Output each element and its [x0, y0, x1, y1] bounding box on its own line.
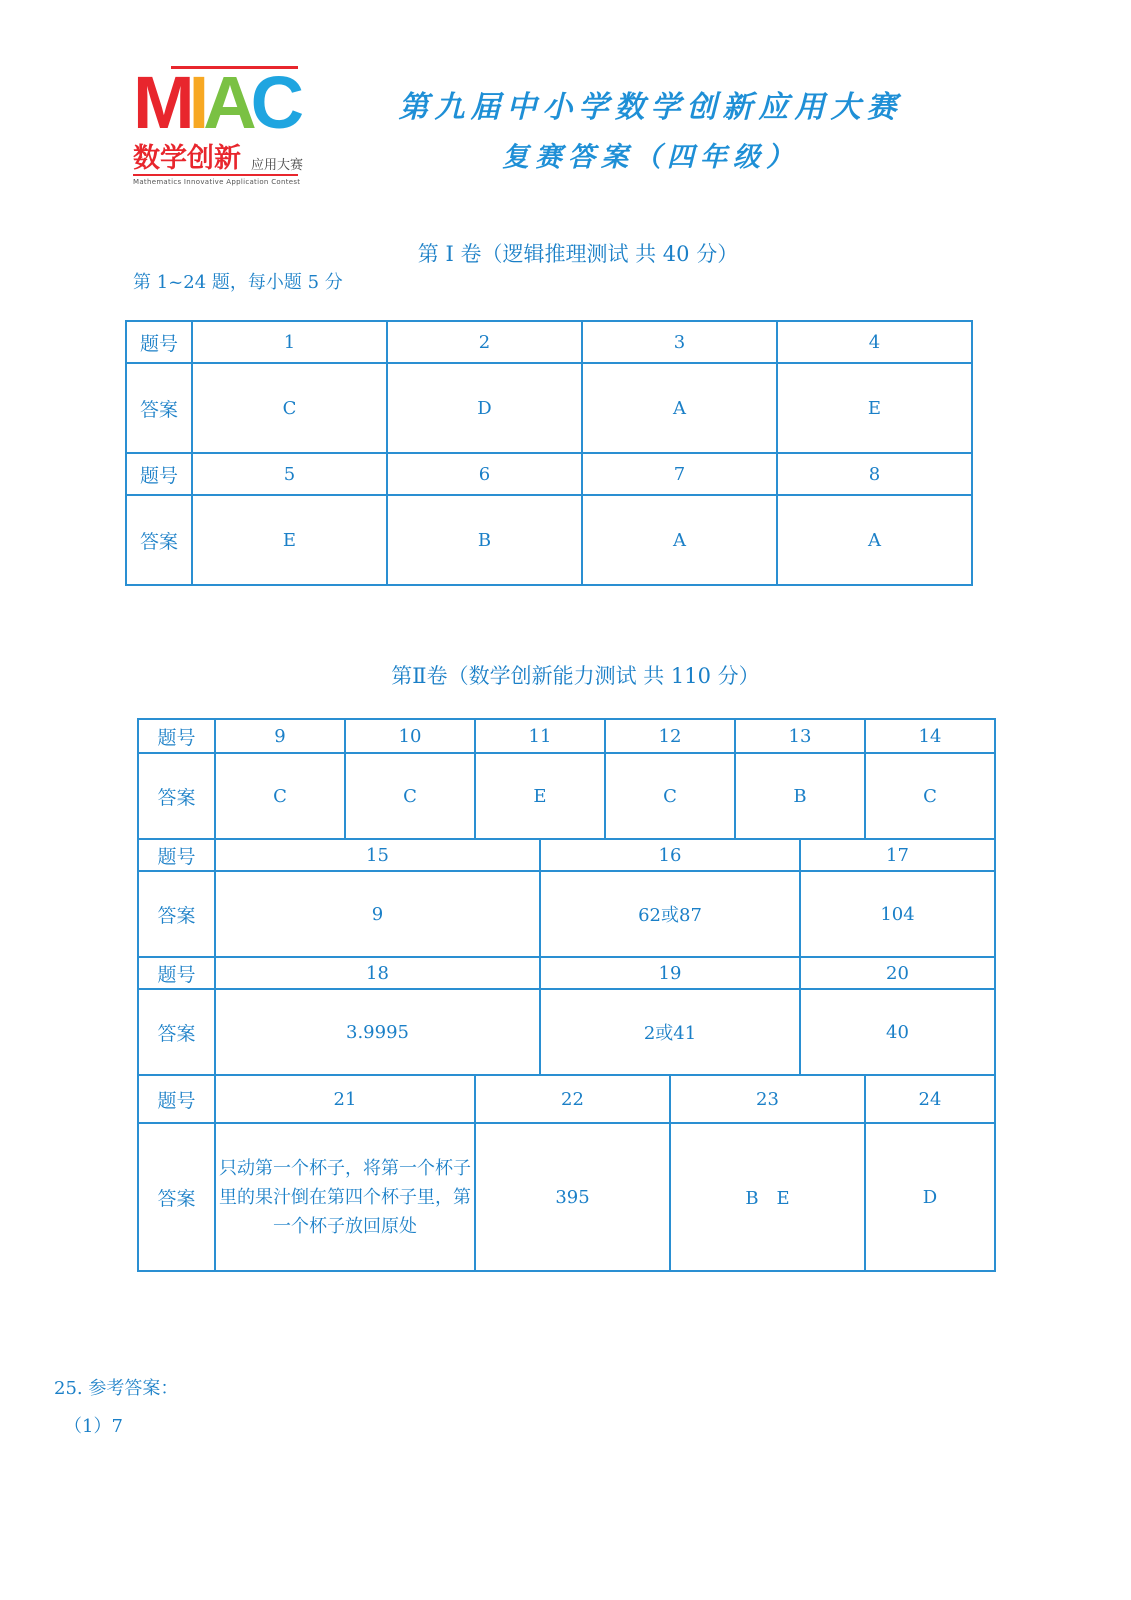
answer-cell: D [865, 1123, 995, 1271]
table-row [126, 453, 972, 495]
question-number: 6 [387, 453, 582, 495]
logo-divider [133, 174, 298, 176]
section1-answer-table [125, 320, 973, 586]
answer-cell: C [605, 753, 735, 839]
question-number: 11 [475, 719, 605, 753]
table-row [126, 363, 972, 453]
table-row [138, 871, 995, 957]
section2-answer-table [137, 718, 996, 1272]
row-label: 题号 [138, 1075, 215, 1123]
answer-cell: B E [670, 1123, 865, 1271]
answer-cell: E [777, 363, 972, 453]
question-number: 2 [387, 321, 582, 363]
question-number: 10 [345, 719, 475, 753]
question-number: 5 [192, 453, 387, 495]
answer-cell: E [192, 495, 387, 585]
answer-cell: 3.9995 [215, 989, 540, 1075]
page-title: 第九届中小学数学创新应用大赛 [398, 90, 903, 125]
answer-cell: C [192, 363, 387, 453]
table-row [138, 753, 995, 839]
logo-letter-a: A [203, 61, 251, 144]
row-label: 答案 [138, 989, 215, 1075]
logo-letter-i: I [188, 61, 204, 144]
logo-cn-sub: 应用大赛 [251, 158, 304, 173]
question-number: 21 [215, 1075, 475, 1123]
question-number: 23 [670, 1075, 865, 1123]
section1-note: 第 1~24 题，每小题 5 分 [133, 272, 343, 293]
question-number: 22 [475, 1075, 670, 1123]
table-row [138, 1123, 995, 1271]
question-25-heading: 25. 参考答案： [54, 1378, 179, 1399]
answer-cell: B [387, 495, 582, 585]
table-row [138, 839, 995, 871]
logo-en-text: Mathematics Innovative Application Contest [133, 178, 301, 186]
question-number: 12 [605, 719, 735, 753]
section1-heading: 第 I 卷（逻辑推理测试 共 40 分） [417, 242, 739, 266]
logo-letter-m: M [133, 61, 189, 144]
answer-cell: 104 [800, 871, 995, 957]
answer-cell: 9 [215, 871, 540, 957]
question-number: 7 [582, 453, 777, 495]
answer-cell: 2或41 [540, 989, 800, 1075]
table-row [126, 495, 972, 585]
answer-cell: C [865, 753, 995, 839]
logo-cn-text: 数学创新 [133, 143, 241, 174]
question-number: 20 [800, 957, 995, 989]
answer-cell: E [475, 753, 605, 839]
answer-cell: A [582, 363, 777, 453]
row-label: 答案 [138, 871, 215, 957]
answer-cell: C [215, 753, 345, 839]
question-number: 16 [540, 839, 800, 871]
row-label: 题号 [138, 719, 215, 753]
row-label: 答案 [126, 363, 192, 453]
answer-cell: A [777, 495, 972, 585]
row-label: 题号 [126, 453, 192, 495]
table-row [126, 321, 972, 363]
question-number: 1 [192, 321, 387, 363]
question-number: 9 [215, 719, 345, 753]
answer-cell: B [735, 753, 865, 839]
question-number: 19 [540, 957, 800, 989]
row-label: 答案 [138, 753, 215, 839]
question-25-part1: （1）7 [64, 1416, 123, 1437]
table-row [138, 719, 995, 753]
question-number: 15 [215, 839, 540, 871]
table-row [138, 1075, 995, 1123]
answer-cell: 395 [475, 1123, 670, 1271]
row-label: 题号 [138, 957, 215, 989]
row-label: 答案 [138, 1123, 215, 1271]
answer-cell: 62或87 [540, 871, 800, 957]
page-subtitle: 复赛答案（四年级） [502, 142, 799, 173]
question-number: 14 [865, 719, 995, 753]
row-label: 题号 [138, 839, 215, 871]
question-number: 8 [777, 453, 972, 495]
question-number: 3 [582, 321, 777, 363]
question-number: 24 [865, 1075, 995, 1123]
answer-cell: D [387, 363, 582, 453]
row-label: 答案 [126, 495, 192, 585]
question-number: 13 [735, 719, 865, 753]
question-number: 17 [800, 839, 995, 871]
table-row [138, 989, 995, 1075]
answer-cell: 只动第一个杯子，将第一个杯子里的果汁倒在第四个杯子里，第一个杯子放回原处 [215, 1123, 475, 1271]
answer-cell: 40 [800, 989, 995, 1075]
question-number: 4 [777, 321, 972, 363]
logo-letter-c: C [250, 61, 299, 144]
section2-heading: 第Ⅱ卷（数学创新能力测试 共 110 分） [391, 664, 760, 688]
table-row [138, 957, 995, 989]
answer-cell: A [582, 495, 777, 585]
answer-cell: C [345, 753, 475, 839]
row-label: 题号 [126, 321, 192, 363]
question-number: 18 [215, 957, 540, 989]
